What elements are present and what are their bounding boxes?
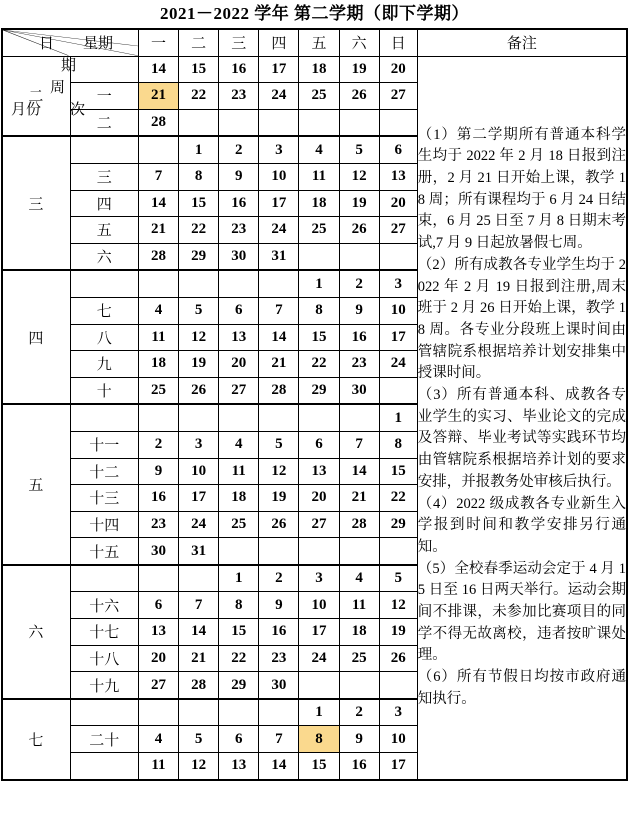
date-cell: 22 bbox=[179, 217, 219, 244]
week-number: 五 bbox=[70, 217, 138, 244]
empty-date-cell bbox=[219, 538, 259, 565]
date-cell: 15 bbox=[299, 324, 339, 351]
date-cell: 28 bbox=[259, 377, 299, 404]
remark-paragraph: （2）所有成教各专业学生均于 2022 年 2 月 19 日报到注册,周末班于 2 月 26 日开始上课，教学 18 周。各专业分段班上课时间由管辖院系根据培养计划安排集中授课时间。 bbox=[417, 256, 626, 382]
date-cell: 11 bbox=[299, 163, 339, 190]
date-cell: 22 bbox=[219, 645, 259, 672]
date-cell: 29 bbox=[379, 511, 417, 538]
date-cell: 15 bbox=[179, 190, 219, 217]
date-cell: 1 bbox=[299, 270, 339, 297]
date-cell: 6 bbox=[379, 136, 417, 163]
month-label: 七 bbox=[2, 699, 70, 780]
date-cell: 25 bbox=[339, 645, 379, 672]
week-number bbox=[70, 565, 138, 592]
date-cell: 20 bbox=[299, 485, 339, 512]
remark-paragraph: （6）所有节假日均按市政府通知执行。 bbox=[417, 669, 626, 707]
date-cell: 9 bbox=[339, 297, 379, 324]
date-cell: 13 bbox=[138, 619, 178, 646]
date-cell: 16 bbox=[138, 485, 178, 512]
week-number: 六 bbox=[70, 243, 138, 270]
week-number: 一 bbox=[70, 83, 138, 110]
date-cell: 24 bbox=[299, 645, 339, 672]
date-cell: 13 bbox=[219, 753, 259, 780]
date-cell: 20 bbox=[379, 190, 417, 217]
week-number: 四 bbox=[70, 190, 138, 217]
date-cell: 10 bbox=[259, 163, 299, 190]
diagonal-divider-lines bbox=[3, 30, 138, 56]
date-cell: 10 bbox=[379, 726, 417, 753]
empty-date-cell bbox=[339, 538, 379, 565]
date-cell: 8 bbox=[299, 297, 339, 324]
date-cell: 5 bbox=[339, 136, 379, 163]
week-number: 十六 bbox=[70, 592, 138, 619]
highlighted-date-cell: 8 bbox=[299, 726, 339, 753]
date-cell: 12 bbox=[259, 458, 299, 485]
date-cell: 13 bbox=[299, 458, 339, 485]
remarks-cell bbox=[417, 56, 627, 780]
date-cell: 8 bbox=[379, 431, 417, 458]
week-number: 九 bbox=[70, 351, 138, 378]
date-cell: 17 bbox=[179, 485, 219, 512]
empty-date-cell bbox=[379, 672, 417, 699]
date-cell: 11 bbox=[219, 458, 259, 485]
corner-header-cell bbox=[2, 29, 138, 118]
week-number: 十一 bbox=[70, 431, 138, 458]
page-title: 2021－2022 学年 第二学期（即下学期） bbox=[160, 4, 469, 23]
week-number: 八 bbox=[70, 324, 138, 351]
date-cell: 6 bbox=[299, 431, 339, 458]
week-number: 三 bbox=[70, 163, 138, 190]
date-cell: 18 bbox=[299, 56, 339, 83]
date-cell: 9 bbox=[219, 163, 259, 190]
empty-date-cell bbox=[299, 538, 339, 565]
corner-label-month: 月份 bbox=[11, 102, 42, 118]
date-cell: 10 bbox=[299, 592, 339, 619]
date-cell: 7 bbox=[339, 431, 379, 458]
date-cell: 3 bbox=[379, 270, 417, 297]
date-cell: 1 bbox=[299, 699, 339, 726]
date-cell: 11 bbox=[138, 324, 178, 351]
date-cell: 21 bbox=[179, 645, 219, 672]
date-cell: 5 bbox=[379, 565, 417, 592]
empty-date-cell bbox=[339, 672, 379, 699]
week-number: 十 bbox=[70, 377, 138, 404]
empty-date-cell bbox=[219, 109, 259, 136]
empty-date-cell bbox=[299, 109, 339, 136]
week-number: 二 bbox=[70, 109, 138, 136]
date-cell: 14 bbox=[138, 190, 178, 217]
date-cell: 2 bbox=[219, 136, 259, 163]
date-cell: 19 bbox=[179, 351, 219, 378]
weekday-header: 五 bbox=[299, 29, 339, 56]
empty-date-cell bbox=[379, 109, 417, 136]
empty-date-cell bbox=[219, 404, 259, 431]
date-cell: 27 bbox=[299, 511, 339, 538]
date-cell: 2 bbox=[339, 270, 379, 297]
date-cell: 17 bbox=[379, 753, 417, 780]
date-cell: 6 bbox=[138, 592, 178, 619]
date-cell: 30 bbox=[259, 672, 299, 699]
date-cell: 25 bbox=[299, 83, 339, 110]
week-number: 十九 bbox=[70, 672, 138, 699]
date-cell: 7 bbox=[259, 726, 299, 753]
date-cell: 7 bbox=[138, 163, 178, 190]
date-cell: 2 bbox=[259, 565, 299, 592]
date-cell: 5 bbox=[179, 726, 219, 753]
empty-date-cell bbox=[379, 377, 417, 404]
empty-date-cell bbox=[259, 404, 299, 431]
date-cell: 29 bbox=[299, 377, 339, 404]
date-cell: 17 bbox=[259, 190, 299, 217]
empty-date-cell bbox=[259, 109, 299, 136]
week-number bbox=[70, 404, 138, 431]
date-cell: 3 bbox=[259, 136, 299, 163]
date-cell: 15 bbox=[219, 619, 259, 646]
week-number: 十五 bbox=[70, 538, 138, 565]
date-cell: 14 bbox=[339, 458, 379, 485]
empty-date-cell bbox=[138, 565, 178, 592]
date-cell: 19 bbox=[339, 56, 379, 83]
date-cell: 25 bbox=[299, 217, 339, 244]
remark-paragraph: （3）所有普通本科、成教各专业学生的实习、毕业论文的完成及答辩、毕业考试等实践环节均由管辖院系根据培养计划的要求安排，并报教务处审核后执行。 bbox=[417, 387, 626, 490]
empty-date-cell bbox=[259, 538, 299, 565]
empty-date-cell bbox=[379, 538, 417, 565]
date-cell: 21 bbox=[339, 485, 379, 512]
date-cell: 8 bbox=[219, 592, 259, 619]
date-cell: 17 bbox=[299, 619, 339, 646]
date-cell: 28 bbox=[179, 672, 219, 699]
date-cell: 17 bbox=[379, 324, 417, 351]
date-cell: 12 bbox=[179, 324, 219, 351]
date-cell: 23 bbox=[138, 511, 178, 538]
academic-calendar-table bbox=[1, 28, 628, 781]
date-cell: 31 bbox=[179, 538, 219, 565]
date-cell: 27 bbox=[379, 83, 417, 110]
date-cell: 4 bbox=[339, 565, 379, 592]
empty-date-cell bbox=[299, 404, 339, 431]
date-cell: 6 bbox=[219, 297, 259, 324]
date-cell: 24 bbox=[259, 217, 299, 244]
date-cell: 26 bbox=[259, 511, 299, 538]
date-cell: 13 bbox=[379, 163, 417, 190]
empty-date-cell bbox=[179, 404, 219, 431]
date-cell: 26 bbox=[339, 83, 379, 110]
empty-date-cell bbox=[179, 699, 219, 726]
date-cell: 15 bbox=[179, 56, 219, 83]
date-cell: 23 bbox=[219, 217, 259, 244]
date-cell: 19 bbox=[339, 190, 379, 217]
date-cell: 21 bbox=[259, 351, 299, 378]
date-cell: 9 bbox=[339, 726, 379, 753]
date-cell: 14 bbox=[138, 56, 178, 83]
empty-date-cell bbox=[339, 404, 379, 431]
date-cell: 2 bbox=[138, 431, 178, 458]
date-cell: 16 bbox=[339, 324, 379, 351]
date-cell: 26 bbox=[379, 645, 417, 672]
month-label: 三 bbox=[2, 136, 70, 270]
date-cell: 16 bbox=[219, 56, 259, 83]
date-cell: 26 bbox=[339, 217, 379, 244]
month-label: 四 bbox=[2, 270, 70, 404]
weekday-header: 四 bbox=[259, 29, 299, 56]
date-cell: 16 bbox=[259, 619, 299, 646]
month-label: 六 bbox=[2, 565, 70, 699]
date-cell: 15 bbox=[299, 753, 339, 780]
weekday-header: 一 bbox=[138, 29, 178, 56]
date-cell: 3 bbox=[379, 699, 417, 726]
date-cell: 10 bbox=[179, 458, 219, 485]
corner-label-date-char2: 期 bbox=[61, 58, 77, 74]
corner-label-week-char1: 周 bbox=[50, 80, 66, 96]
date-cell: 20 bbox=[379, 56, 417, 83]
empty-date-cell bbox=[259, 270, 299, 297]
date-cell: 31 bbox=[259, 243, 299, 270]
date-cell: 1 bbox=[219, 565, 259, 592]
week-number: 十八 bbox=[70, 645, 138, 672]
week-number: 二十 bbox=[70, 726, 138, 753]
date-cell: 15 bbox=[379, 458, 417, 485]
date-cell: 14 bbox=[179, 619, 219, 646]
week-number: 十二 bbox=[70, 458, 138, 485]
date-cell: 10 bbox=[379, 297, 417, 324]
date-cell: 30 bbox=[339, 377, 379, 404]
empty-date-cell bbox=[379, 243, 417, 270]
date-cell: 3 bbox=[179, 431, 219, 458]
date-cell: 25 bbox=[138, 377, 178, 404]
empty-date-cell bbox=[138, 136, 178, 163]
date-cell: 4 bbox=[138, 726, 178, 753]
date-cell: 5 bbox=[259, 431, 299, 458]
date-cell: 7 bbox=[179, 592, 219, 619]
empty-date-cell bbox=[179, 270, 219, 297]
date-cell: 28 bbox=[138, 243, 178, 270]
date-cell: 27 bbox=[138, 672, 178, 699]
date-cell: 18 bbox=[299, 190, 339, 217]
date-cell: 24 bbox=[379, 351, 417, 378]
date-cell: 18 bbox=[138, 351, 178, 378]
date-cell: 11 bbox=[138, 753, 178, 780]
date-cell: 16 bbox=[219, 190, 259, 217]
date-cell: 17 bbox=[259, 56, 299, 83]
date-cell: 30 bbox=[138, 538, 178, 565]
date-cell: 7 bbox=[259, 297, 299, 324]
date-cell: 19 bbox=[379, 619, 417, 646]
date-cell: 16 bbox=[339, 753, 379, 780]
date-cell: 12 bbox=[379, 592, 417, 619]
date-cell: 2 bbox=[339, 699, 379, 726]
date-cell: 26 bbox=[179, 377, 219, 404]
date-cell: 4 bbox=[138, 297, 178, 324]
date-cell: 12 bbox=[339, 163, 379, 190]
date-cell: 11 bbox=[339, 592, 379, 619]
date-cell: 19 bbox=[259, 485, 299, 512]
corner-label-week-char2: 次 bbox=[70, 102, 86, 118]
date-cell: 13 bbox=[219, 324, 259, 351]
date-cell: 4 bbox=[219, 431, 259, 458]
date-cell: 24 bbox=[259, 83, 299, 110]
weekday-header: 日 bbox=[379, 29, 417, 56]
date-cell: 6 bbox=[219, 726, 259, 753]
date-cell: 1 bbox=[379, 404, 417, 431]
weekday-header: 三 bbox=[219, 29, 259, 56]
highlighted-date-cell: 21 bbox=[138, 83, 178, 110]
remark-paragraph: （1）第二学期所有普通本科学生均于 2022 年 2 月 18 日报到注册，2 月 21 日开始上课，教学 18 周；所有课程均于 6 月 24 日结束，6 月 25 日至 7 月 8 日期末考试,7 月 9 日起放暑假七周。 bbox=[417, 126, 626, 252]
empty-date-cell bbox=[339, 109, 379, 136]
date-cell: 23 bbox=[339, 351, 379, 378]
date-cell: 22 bbox=[179, 83, 219, 110]
empty-date-cell bbox=[138, 270, 178, 297]
date-cell: 12 bbox=[179, 753, 219, 780]
date-cell: 20 bbox=[219, 351, 259, 378]
remarks-header: 备注 bbox=[417, 29, 627, 56]
date-cell: 25 bbox=[219, 511, 259, 538]
date-cell: 23 bbox=[219, 83, 259, 110]
remark-paragraph: （4）2022 级成教各专业新生入学报到时间和教学安排另行通知。 bbox=[417, 495, 626, 555]
date-cell: 9 bbox=[138, 458, 178, 485]
remark-paragraph: （5）全校春季运动会定于 4 月 15 日至 16 日两天举行。运动会期间不排课，未参加比赛项目的同学不得无故离校，违者按旷课处理。 bbox=[417, 560, 626, 664]
date-cell: 18 bbox=[219, 485, 259, 512]
empty-date-cell bbox=[179, 565, 219, 592]
date-cell: 30 bbox=[219, 243, 259, 270]
empty-date-cell bbox=[339, 243, 379, 270]
week-number bbox=[70, 753, 138, 780]
week-number: 十三 bbox=[70, 485, 138, 512]
date-cell: 27 bbox=[219, 377, 259, 404]
date-cell: 22 bbox=[299, 351, 339, 378]
date-cell: 8 bbox=[179, 163, 219, 190]
empty-date-cell bbox=[138, 404, 178, 431]
date-cell: 28 bbox=[138, 109, 178, 136]
date-cell: 14 bbox=[259, 324, 299, 351]
date-cell: 9 bbox=[259, 592, 299, 619]
header-row bbox=[2, 29, 627, 56]
weekday-header: 六 bbox=[339, 29, 379, 56]
date-cell: 3 bbox=[299, 565, 339, 592]
date-cell: 29 bbox=[179, 243, 219, 270]
week-number bbox=[70, 56, 138, 83]
empty-date-cell bbox=[138, 699, 178, 726]
date-cell: 5 bbox=[179, 297, 219, 324]
empty-date-cell bbox=[219, 270, 259, 297]
date-cell: 4 bbox=[299, 136, 339, 163]
week-number: 十四 bbox=[70, 511, 138, 538]
corner-label-weekday: 星期 bbox=[83, 36, 114, 52]
date-cell: 23 bbox=[259, 645, 299, 672]
empty-date-cell bbox=[299, 672, 339, 699]
corner-label-date-char1: 日 bbox=[39, 36, 55, 52]
date-cell: 14 bbox=[259, 753, 299, 780]
week-number bbox=[70, 270, 138, 297]
empty-date-cell bbox=[299, 243, 339, 270]
date-cell: 18 bbox=[339, 619, 379, 646]
week-number: 十七 bbox=[70, 619, 138, 646]
date-cell: 27 bbox=[379, 217, 417, 244]
date-cell: 1 bbox=[179, 136, 219, 163]
week-number: 七 bbox=[70, 297, 138, 324]
calendar-row bbox=[2, 56, 627, 83]
weekday-header: 二 bbox=[179, 29, 219, 56]
date-cell: 24 bbox=[179, 511, 219, 538]
empty-date-cell bbox=[259, 699, 299, 726]
date-cell: 20 bbox=[138, 645, 178, 672]
date-cell: 29 bbox=[219, 672, 259, 699]
month-label: 五 bbox=[2, 404, 70, 565]
empty-date-cell bbox=[219, 699, 259, 726]
month-label: 二 bbox=[2, 56, 70, 136]
date-cell: 28 bbox=[339, 511, 379, 538]
date-cell: 21 bbox=[138, 217, 178, 244]
empty-date-cell bbox=[179, 109, 219, 136]
week-number bbox=[70, 136, 138, 163]
date-cell: 22 bbox=[379, 485, 417, 512]
week-number bbox=[70, 699, 138, 726]
